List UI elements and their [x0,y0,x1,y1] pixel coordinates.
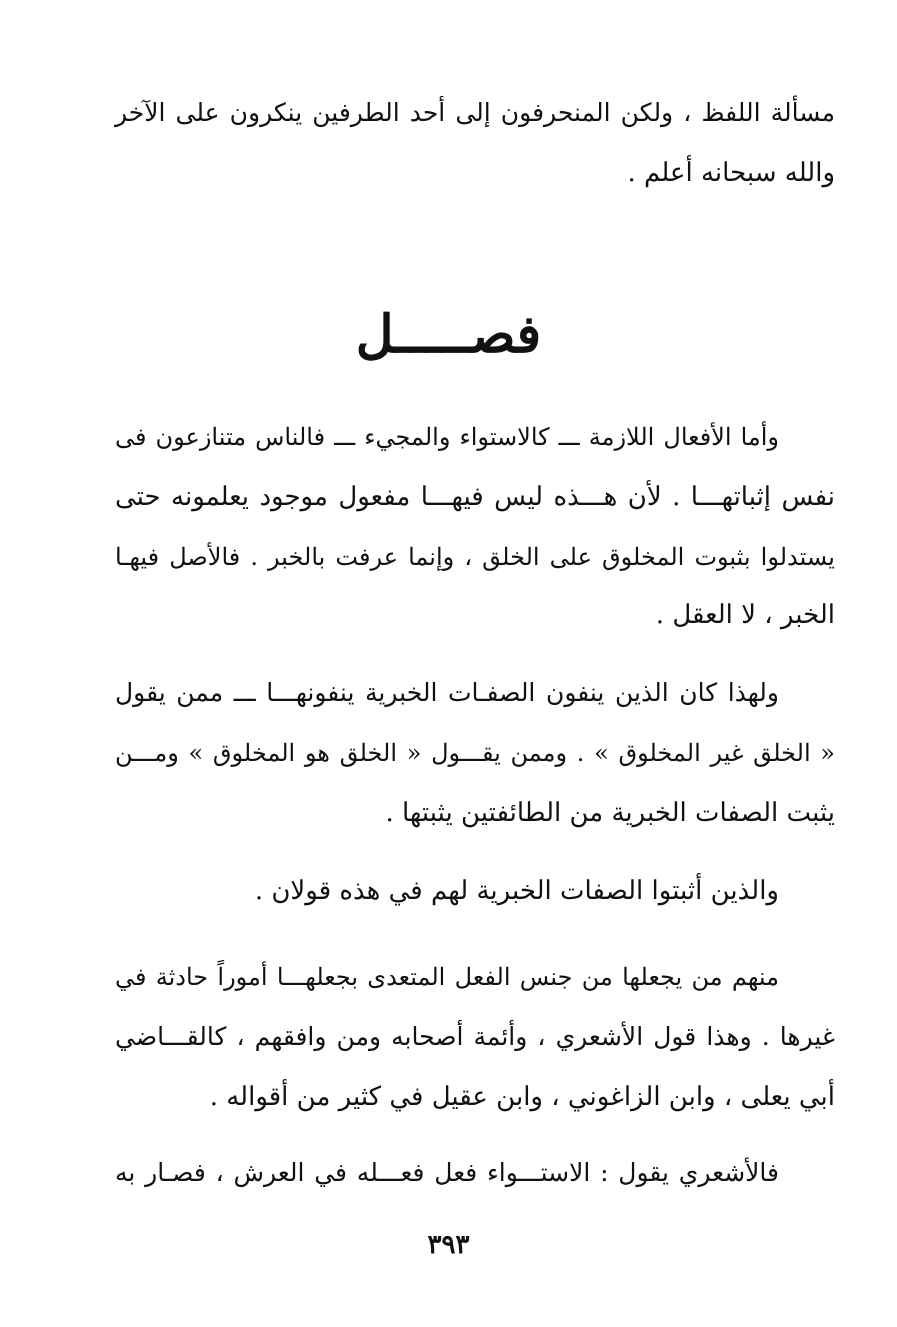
paragraph-4-line-2: غيرها . وهذا قول الأشعري ، وأئمة أصحابه ومن وافقهم ، كالقـــاضي [115,1022,835,1051]
paragraph-2-line-2: « الخلق غير المخلوق » . وممن يقـــول « الخلق هو المخلوق » ومـــن [115,739,835,767]
paragraph-1-line-3: يستدلوا بثبوت المخلوق على الخلق ، وإنما عرفت بالخبر . فالأصل فيهـا [115,543,835,571]
paragraph-5-line-1: فالأشعري يقول : الاستـــواء فعل فعـــله في العرش ، فصـار به [115,1158,779,1187]
paragraph-3-line-1: والذين أثبتوا الصفات الخبرية لهم في هذه قولان . [254,876,779,906]
paragraph-1-line-1: وأما الأفعال اللازمة ـــ كالاستواء والمجيء ـــ فالناس متنازعون فى [115,423,779,451]
paragraph-1-line-4: الخبر ، لا العقل . [655,600,835,630]
page-number: ٣٩٣ [427,1230,470,1260]
paragraph-4-line-3: أبي يعلى ، وابن الزاغوني ، وابن عقيل في كثير من أقواله . [209,1082,835,1112]
paragraph-2-line-1: ولهذا كان الذين ينفون الصفـات الخبرية ينفونهـــا ـــ ممن يقول [115,678,779,707]
top-paragraph-line-1: مسألة اللفظ ، ولكن المنحرفون إلى أحد الطرفين ينكرون على الآخر [115,98,835,127]
paragraph-2-line-3: يثبت الصفات الخبرية من الطائفتين يثبتها . [385,798,835,828]
top-paragraph-line-2: والله سبحانه أعلم . [627,158,835,188]
paragraph-1-line-2: نفس إثباتهـــا . لأن هـــذه ليس فيهـــا مفعول موجود يعلمونه حتى [115,482,835,512]
section-heading: فصـــــل [355,304,542,365]
paragraph-4-line-1: منهم من يجعلها من جنس الفعل المتعدى بجعلهـــا أموراً حادثة في [115,963,779,991]
